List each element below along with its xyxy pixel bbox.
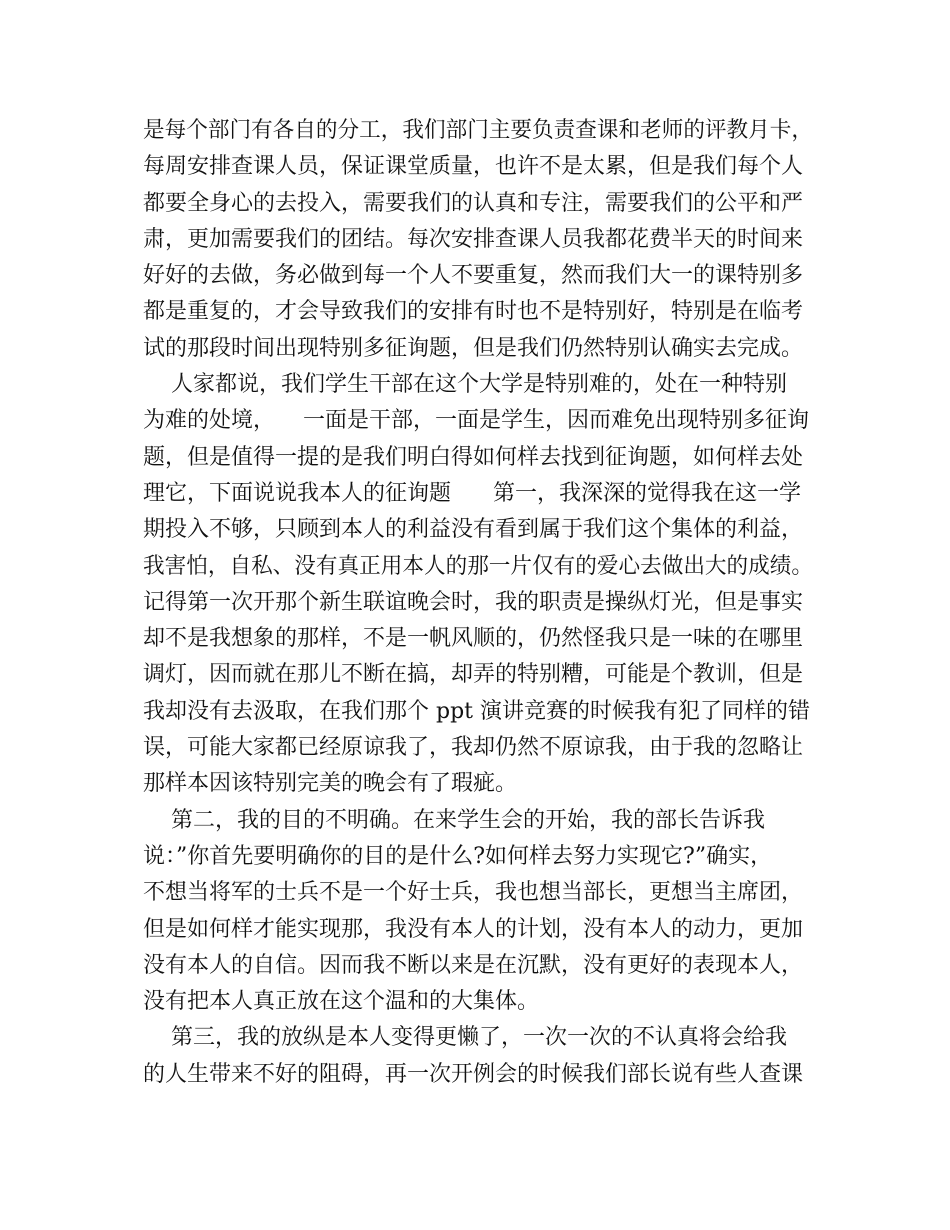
text-line: 理它，下面说说我本人的征询题 第一，我深深的觉得我在这一学 [143, 480, 801, 506]
text-line: 为难的处境， 一面是干部，一面是学生，因而难免出现特别多征询 [143, 408, 809, 434]
text-line: 那样本因该特别完美的晚会有了瑕疵。 [143, 771, 518, 797]
text-line: 说：”你首先要明确你的目的是什么?如何样去努力实现它?”确实， [143, 843, 773, 869]
document-body [143, 113, 813, 1093]
text-line: 没有本人的自信。因而我不断以来是在沉默，没有更好的表现本人， [143, 952, 804, 978]
text-line: 每周安排查课人员，保证课堂质量，也许不是太累，但是我们每个人 [143, 154, 804, 180]
text-line: 却不是我想象的那样，不是一帆风顺的，仍然怪我只是一味的在哪里 [143, 626, 804, 652]
text-line: 误，可能大家都已经原谅我了，我却仍然不原谅我，由于我的忽略让 [143, 735, 804, 761]
text-line: 我害怕，自私、没有真正用本人的那一片仅有的爱心去做出大的成绩。 [143, 553, 814, 579]
text-line: 是每个部门有各自的分工，我们部门主要负责查课和老师的评教月卡， [143, 118, 814, 143]
text-line: 没有把本人真正放在这个温和的大集体。 [143, 989, 540, 1015]
text-line: 的人生带来不好的阻碍，再一次开例会的时候我们部长说有些人查课 [143, 1061, 804, 1087]
text-line: 都要全身心的去投入，需要我们的认真和专注，需要我们的公平和严 [143, 190, 804, 216]
text-line: 试的那段时间出现特别多征询题，但是我们仍然特别认确实去完成。 [143, 335, 804, 361]
text-line: 第二，我的目的不明确。在来学生会的开始，我的部长告诉我 [143, 807, 765, 833]
text-line: 第三，我的放纵是本人变得更懒了，一次一次的不认真将会给我 [143, 1025, 787, 1051]
text-line: 我却没有去汲取，在我们那个 ppt 演讲竞赛的时候我有犯了同样的错 [143, 698, 810, 724]
text-line: 肃，更加需要我们的团结。每次安排查课人员我都花费半天的时间来 [143, 226, 804, 252]
text-line: 都是重复的，才会导致我们的安排有时也不是特别好，特别是在临考 [143, 299, 804, 325]
text-line: 但是如何样才能实现那，我没有本人的计划，没有本人的动力，更加 [143, 916, 804, 942]
text-line: 人家都说，我们学生干部在这个大学是特别难的，处在一种特别 [143, 372, 787, 398]
text-line: 好好的去做，务必做到每一个人不要重复，然而我们大一的课特别多 [143, 263, 804, 289]
text-line: 记得第一次开那个新生联谊晚会时，我的职责是操纵灯光，但是事实 [143, 589, 804, 615]
text-line: 题，但是值得一提的是我们明白得如何样去找到征询题，如何样去处 [143, 444, 804, 470]
text-line: 期投入不够，只顾到本人的利益没有看到属于我们这个集体的利益， [143, 517, 804, 543]
text-line: 不想当将军的士兵不是一个好士兵，我也想当部长，更想当主席团， [143, 880, 804, 906]
text-line: 调灯，因而就在那儿不断在搞，却弄的特别糟，可能是个教训，但是 [143, 662, 804, 688]
